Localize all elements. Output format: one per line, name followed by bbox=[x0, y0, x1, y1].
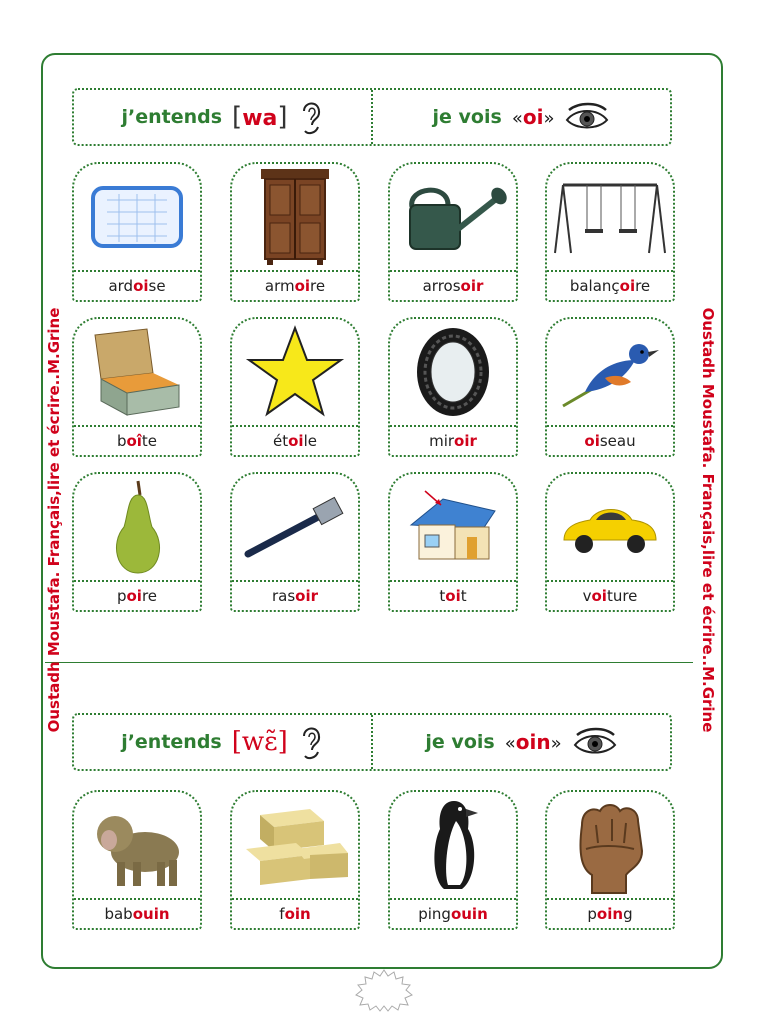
house-icon bbox=[403, 487, 503, 567]
section1-header bbox=[72, 88, 672, 146]
word-label: boîte bbox=[74, 425, 200, 455]
section-divider bbox=[45, 662, 693, 663]
car-icon bbox=[558, 492, 662, 562]
mirror-icon bbox=[413, 324, 493, 420]
grapheme: «oi» bbox=[511, 105, 555, 129]
word-card bbox=[388, 790, 518, 930]
hear-panel bbox=[74, 715, 373, 769]
hay-bales-icon bbox=[240, 805, 350, 885]
word-card bbox=[230, 790, 360, 930]
word-card bbox=[388, 472, 518, 612]
word-label: oiseau bbox=[547, 425, 673, 455]
penguin-icon bbox=[418, 795, 488, 895]
word-card bbox=[72, 472, 202, 612]
hear-label: j’entends bbox=[121, 731, 222, 753]
grapheme: «oin» bbox=[504, 730, 562, 754]
ear-icon bbox=[298, 722, 324, 762]
word-label: toit bbox=[390, 580, 516, 610]
word-card bbox=[72, 162, 202, 302]
see-label: je vois bbox=[425, 731, 495, 753]
eye-icon bbox=[572, 725, 618, 759]
section2-header bbox=[72, 713, 672, 771]
word-card bbox=[388, 162, 518, 302]
word-card bbox=[72, 790, 202, 930]
word-card bbox=[72, 317, 202, 457]
word-label: rasoir bbox=[232, 580, 358, 610]
word-label: étoile bbox=[232, 425, 358, 455]
word-card bbox=[545, 790, 675, 930]
baboon-icon bbox=[87, 800, 187, 890]
side-credit-left: Oustadh Moustafa. Français,lire et écrire..M.Grine bbox=[45, 307, 63, 733]
ear-icon bbox=[298, 97, 324, 137]
phoneme: [wɛ̃] bbox=[231, 727, 288, 757]
see-label: je vois bbox=[432, 106, 502, 128]
watering-can-icon bbox=[398, 177, 508, 257]
hear-label: j’entends bbox=[121, 106, 223, 128]
wardrobe-icon bbox=[257, 167, 333, 267]
fist-icon bbox=[568, 795, 652, 895]
slate-board-icon bbox=[87, 182, 187, 252]
word-card bbox=[545, 317, 675, 457]
word-label: arrosoir bbox=[390, 270, 516, 300]
word-label: poing bbox=[547, 898, 673, 928]
starburst-badge bbox=[352, 968, 416, 1012]
bird-icon bbox=[555, 330, 665, 414]
word-card bbox=[545, 472, 675, 612]
razor-icon bbox=[240, 492, 350, 562]
eye-icon bbox=[564, 100, 610, 134]
word-card bbox=[230, 317, 360, 457]
word-label: armoire bbox=[232, 270, 358, 300]
word-label: poire bbox=[74, 580, 200, 610]
star-icon bbox=[245, 324, 345, 420]
word-label: voiture bbox=[547, 580, 673, 610]
word-card bbox=[230, 472, 360, 612]
see-panel bbox=[373, 715, 670, 769]
word-card bbox=[388, 317, 518, 457]
box-icon bbox=[87, 327, 187, 417]
pear-icon bbox=[102, 477, 172, 577]
word-label: balançoire bbox=[547, 270, 673, 300]
hear-panel bbox=[74, 90, 373, 144]
word-label: ardoise bbox=[74, 270, 200, 300]
phoneme: [wa] bbox=[232, 102, 288, 132]
word-label: pingouin bbox=[390, 898, 516, 928]
swing-icon bbox=[553, 177, 667, 257]
word-card bbox=[230, 162, 360, 302]
side-credit-right: Oustadh Moustafa. Français,lire et écrire..M.Grine bbox=[699, 307, 717, 733]
word-card bbox=[545, 162, 675, 302]
see-panel bbox=[373, 90, 670, 144]
word-label: babouin bbox=[74, 898, 200, 928]
word-label: miroir bbox=[390, 425, 516, 455]
word-label: foin bbox=[232, 898, 358, 928]
